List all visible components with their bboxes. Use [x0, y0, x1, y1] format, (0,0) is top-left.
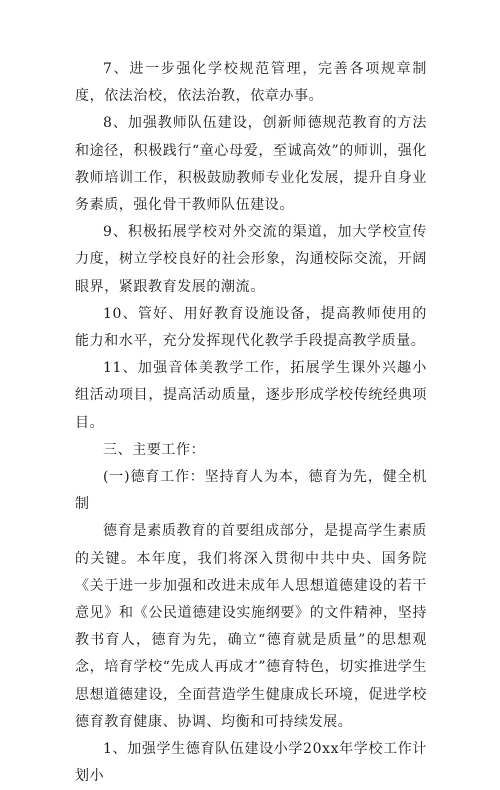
paragraph-item-7: 7、进一步强化学校规范管理，完善各项规章制度，依法治校，依法治教，依章办事。: [75, 61, 427, 105]
paragraph-moral-education: 德育是素质教育的首要组成部分，是提高学生素质的关键。本年度，我们将深入贯彻中共中央、国务院《关于进一步加强和改进未成年人思想道德建设的若干意见》和《公民道德建设实施纲要》的文件精神，坚持教书育人，德育为先，确立“德育就是质量”的思想观念，培育学校“先成人再成才”德育特色，切实推进学生思想道德建设，全面营造学生健康成长环境，促进学校德育教育健康、协调、均衡和可持续发展。: [75, 523, 427, 730]
subsection-heading-moral-education: (一)德育工作：坚持育人为本，德育为先，健全机制: [75, 469, 427, 513]
paragraph-item-1-truncated: 1、加强学生德育队伍建设小学20xx年学校工作计划小: [75, 741, 427, 785]
document-body: [75, 56, 427, 790]
paragraph-item-11: 11、加强音体美教学工作，拓展学生课外兴趣小组活动项目，提高活动质量，逐步形成学校传统经典项目。: [75, 360, 427, 431]
section-heading-main-work: 三、主要工作：: [103, 441, 206, 458]
paragraph-item-10: 10、管好、用好教育设施设备，提高教师使用的能力和水平，充分发挥现代化教学手段提高教学质量。: [75, 305, 427, 350]
paragraph-item-8: 8、加强教师队伍建设，创新师德规范教育的方法和途径，积极践行“童心母爱，至诚高效”的师训，强化教师培训工作，积极鼓励教师专业化发展，提升自身业务素质，强化骨干教师队伍建设。: [75, 115, 427, 214]
paragraph-item-9: 9、积极拓展学校对外交流的渠道，加大学校宣传力度，树立学校良好的社会形象，沟通校际交流，开阔眼界，紧跟教育发展的潮流。: [75, 224, 427, 295]
